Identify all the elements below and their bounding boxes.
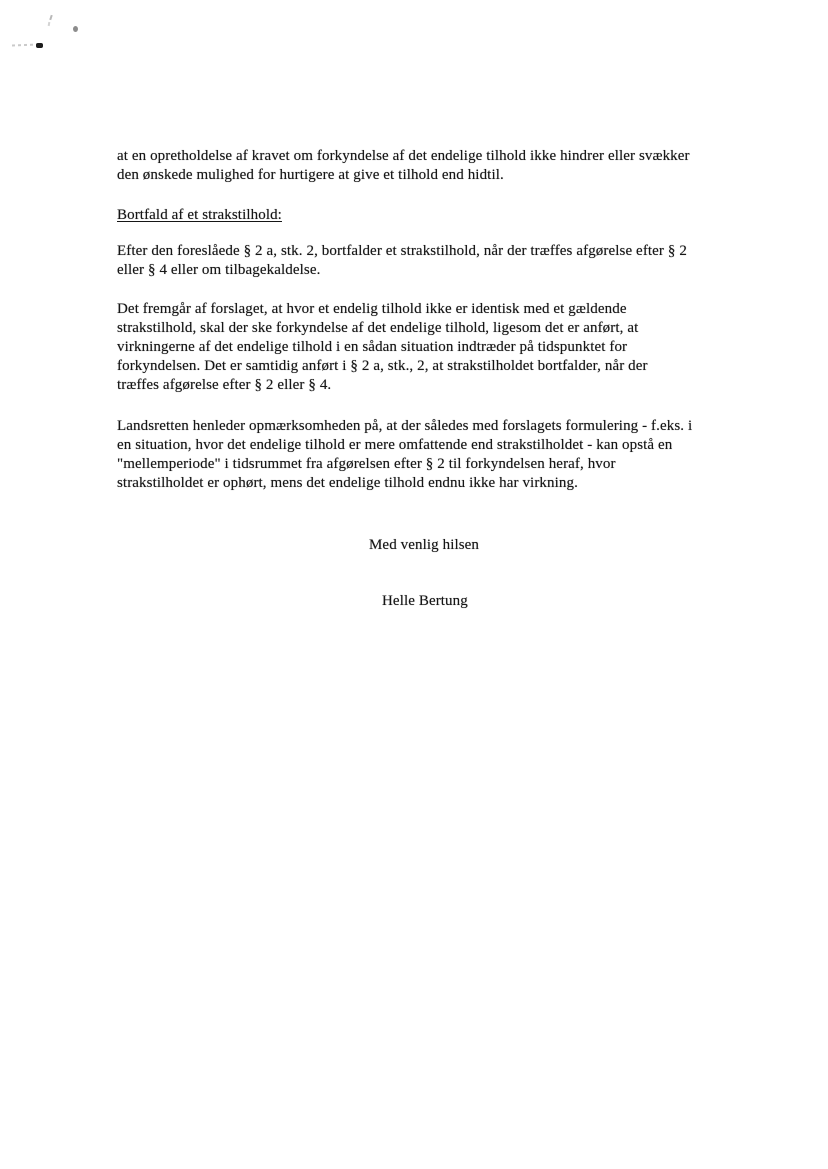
section-heading: Bortfald af et strakstilhold: bbox=[117, 207, 282, 223]
paragraph-landsretten bbox=[117, 417, 692, 493]
scan-artifact-speck bbox=[48, 22, 51, 26]
text-line: Det fremgår af forslaget, at hvor et endelig tilhold ikke er identisk med et gældende bbox=[117, 301, 627, 317]
paragraph-efter bbox=[117, 242, 687, 280]
closing-line: Med venlig hilsen bbox=[369, 537, 480, 553]
text-line: en situation, hvor det endelige tilhold er mere omfattende end strakstilholdet - kan opstå en bbox=[117, 437, 673, 453]
text-line: eller § 4 eller om tilbagekaldelse. bbox=[117, 262, 321, 278]
text-line: Landsretten henleder opmærksomheden på, at der således med forslagets formulering - f.eks. i bbox=[117, 418, 693, 434]
text-line: virkningerne af det endelige tilhold i en sådan situation indtræder på tidspunktet for bbox=[117, 339, 628, 355]
text-line: Efter den foreslåede § 2 a, stk. 2, bortfalder et strakstilhold, når der træffes afgørelse efter § 2 bbox=[117, 243, 687, 259]
paragraph-intro bbox=[117, 147, 690, 185]
text-line: forkyndelsen. Det er samtidig anført i § 2 a, stk., 2, at strakstilholdet bortfalder, når der bbox=[117, 358, 648, 374]
section-heading-wrap bbox=[117, 206, 282, 225]
text-line: strakstilholdet er ophørt, mens det endelige tilhold endnu ikke har virkning. bbox=[117, 475, 578, 491]
scan-artifact-dot bbox=[36, 43, 43, 48]
paragraph-fremgaar bbox=[117, 300, 648, 395]
text-line: den ønskede mulighed for hurtigere at give et tilhold end hidtil. bbox=[117, 167, 504, 183]
text-line: at en opretholdelse af kravet om forkyndelse af det endelige tilhold ikke hindrer eller svækker bbox=[117, 148, 690, 164]
scan-artifact-dot bbox=[73, 26, 78, 32]
text-line: træffes afgørelse efter § 2 eller § 4. bbox=[117, 377, 332, 393]
scan-artifact-smudge bbox=[12, 44, 38, 47]
scan-artifact-speck bbox=[49, 15, 52, 20]
signature-name: Helle Bertung bbox=[382, 593, 468, 609]
text-line: "mellemperiode" i tidsrummet fra afgørelsen efter § 2 til forkyndelsen heraf, hvor bbox=[117, 456, 616, 472]
text-line: strakstilhold, skal der ske forkyndelse af det endelige tilhold, ligesom det er anført, at bbox=[117, 320, 639, 336]
